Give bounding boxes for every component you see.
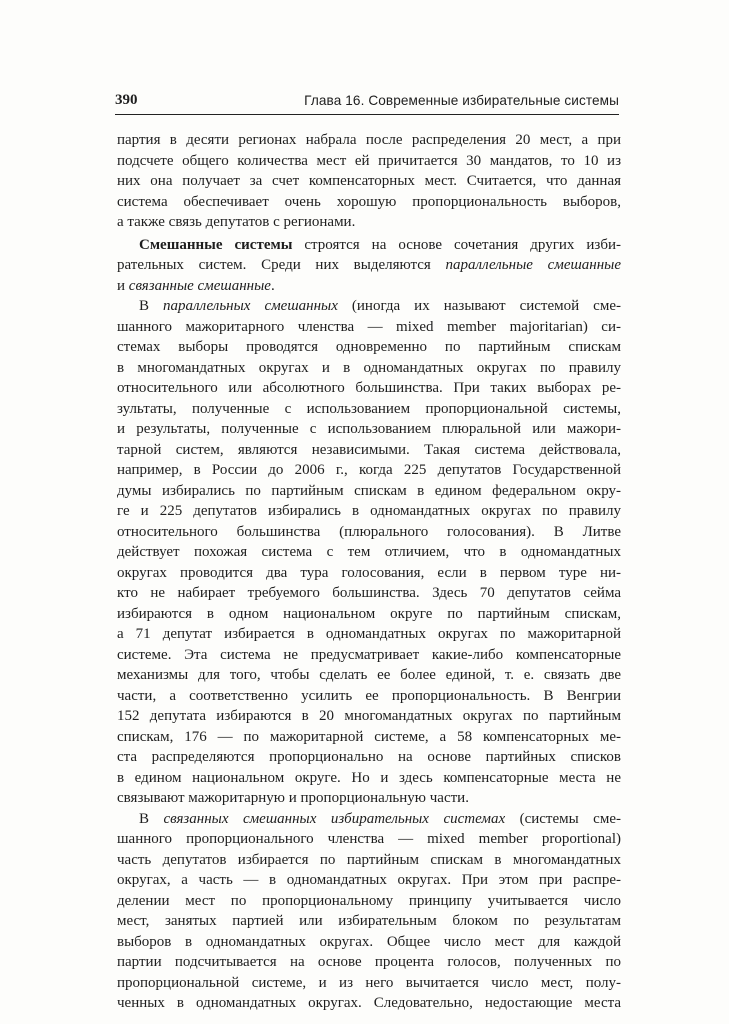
text-line (117, 419, 621, 440)
text-run: В (139, 298, 164, 314)
text-run: округах, а часть — в одномандатных округах. При этом при распре- (117, 872, 621, 888)
page-header (115, 92, 619, 112)
text-line (117, 645, 621, 666)
text-line (117, 399, 621, 420)
text-run: партии подсчитывается на основе процента голосов, полученных по (117, 954, 621, 970)
text-run: а также связь депутатов с регионами. (117, 214, 356, 230)
text-run: 152 депутата избираются в 20 многомандатных округах по партийным (117, 708, 621, 724)
text-run: . (270, 277, 275, 294)
text-run: пропорциональной системе, и из него вычитается число мест, полу- (117, 974, 621, 991)
text-run: и результаты, полученные с использованием плюральной или мажори- (117, 421, 621, 437)
text-line (117, 850, 621, 871)
text-run: например, в России до 2006 г., когда 225 депутатов Государственной (117, 462, 621, 478)
text-line (117, 235, 621, 256)
text-run: ге и 225 депутатов избирались в одномандатных округах по правилу (117, 503, 621, 519)
text-line (117, 932, 621, 953)
text-line (117, 768, 621, 789)
text-line (117, 481, 621, 502)
text-run: а 71 депутат избирается в одномандатных округах по мажоритарной (117, 626, 621, 642)
text-run: связывают мажоритарную и пропорциональную части. (117, 790, 469, 806)
text-run: стемах выборы проводятся одновременно по партийным спискам (117, 339, 621, 355)
text-line (117, 870, 621, 891)
text-line (117, 829, 621, 850)
text-line (117, 706, 621, 727)
text-run: ста распределяются пропорционально на основе партийных списков (117, 749, 621, 765)
body-text (117, 130, 621, 1014)
text-run: относительного большинства (плюрального голосования). В Литве (117, 523, 621, 540)
text-line (117, 911, 621, 932)
running-head: Глава 16. Современные избирательные системы (304, 93, 619, 108)
italic-term: связанных смешанных избирательных системах (163, 810, 506, 827)
text-line (117, 788, 621, 809)
text-run: делении мест по пропорциональному принципу учитывается число (117, 892, 621, 909)
text-line (117, 747, 621, 768)
text-line (117, 151, 621, 172)
text-run: мест, занятых партией или избирательным блоком по результатам (117, 913, 621, 929)
text-line (117, 522, 621, 543)
text-run: избираются в одном национальном округе по партийным спискам, (117, 605, 621, 622)
text-line (117, 255, 621, 276)
text-run: часть депутатов избирается по партийным спискам в многомандатных (117, 851, 621, 868)
text-run: действует похожая система с тем отличием, что в одномандатных (117, 544, 621, 560)
text-line (117, 583, 621, 604)
text-line (117, 296, 621, 317)
bold-term: Смешанные системы (139, 236, 293, 253)
text-run: думы избирались по партийным спискам в едином федеральном окру- (117, 482, 621, 499)
text-run: выборов в одномандатных округах. Общее число мест для каждой (117, 933, 621, 950)
text-run: и (117, 277, 129, 294)
text-run: партия в десяти регионах набрала после распределения 20 мест, а при (117, 132, 621, 148)
text-run: ченных в одномандатных округах. Следовательно, недостающие места (117, 995, 621, 1011)
text-run: части, а соответственно усилить ее пропорциональность. В Венгрии (117, 687, 621, 704)
text-line (117, 686, 621, 707)
text-run: спискам, 176 — по мажоритарной системе, а 58 компенсаторных ме- (117, 728, 621, 745)
text-run: В (139, 810, 164, 827)
text-line (117, 501, 621, 522)
text-line (117, 337, 621, 358)
text-line (117, 604, 621, 625)
text-run: них она получает за счет компенсаторных мест. Считается, что данная (117, 173, 621, 189)
text-line (117, 358, 621, 379)
text-line (117, 378, 621, 399)
text-run: шанного пропорционального членства — mixed member proportional) (117, 831, 621, 847)
text-run: зультаты, полученные с использованием пропорциональной системы, (117, 400, 621, 417)
text-run: система обеспечивает очень хорошую пропорциональность выборов, (117, 193, 621, 210)
italic-term: связанные смешанные (128, 277, 271, 294)
text-line (117, 993, 621, 1014)
text-run: относительного или абсолютного большинства. При таких выборах ре- (117, 380, 621, 396)
text-run: округах проводится два тура голосования, если в первом туре ни- (117, 564, 621, 581)
italic-term: параллельные смешанные (445, 257, 622, 273)
page-number: 390 (115, 92, 138, 108)
text-line (117, 665, 621, 686)
text-run: системе. Эта система не предусматривает какие-либо компенсаторные (117, 646, 621, 663)
text-run: (иногда их называют системой сме- (337, 298, 621, 314)
text-line (117, 891, 621, 912)
text-run: кто не набирает требуемого большинства. Здесь 70 депутатов сейма (117, 585, 621, 601)
text-run: рательных систем. Среди них выделяются (117, 257, 446, 273)
text-line (117, 624, 621, 645)
text-line (117, 317, 621, 338)
text-line (117, 130, 621, 151)
text-run: механизмы для того, чтобы сделать ее более единой, т. е. связать две (117, 667, 621, 683)
italic-term: параллельных смешанных (163, 298, 338, 314)
text-run: строятся на основе сочетания других изби- (292, 236, 621, 253)
text-run: в едином национальном округе. Но и здесь компенсаторные места не (117, 769, 621, 786)
text-line (117, 440, 621, 461)
text-line (117, 460, 621, 481)
text-line (117, 542, 621, 563)
text-run: подсчете общего количества мест ей причитается 30 мандатов, то 10 из (117, 152, 621, 169)
text-line (117, 563, 621, 584)
text-line (117, 212, 621, 233)
text-run: (системы сме- (505, 810, 621, 827)
text-line (117, 809, 621, 830)
text-run: в многомандатных округах и в одномандатных округах по правилу (117, 359, 621, 376)
text-line (117, 192, 621, 213)
text-run: шанного мажоритарного членства — mixed member majoritarian) си- (117, 318, 621, 335)
text-line (117, 171, 621, 192)
text-line (117, 727, 621, 748)
text-line (117, 952, 621, 973)
text-line (117, 973, 621, 994)
header-rule (115, 114, 619, 115)
text-run: тарной систем, являются независимыми. Такая система действовала, (117, 441, 621, 458)
text-line (117, 276, 621, 297)
